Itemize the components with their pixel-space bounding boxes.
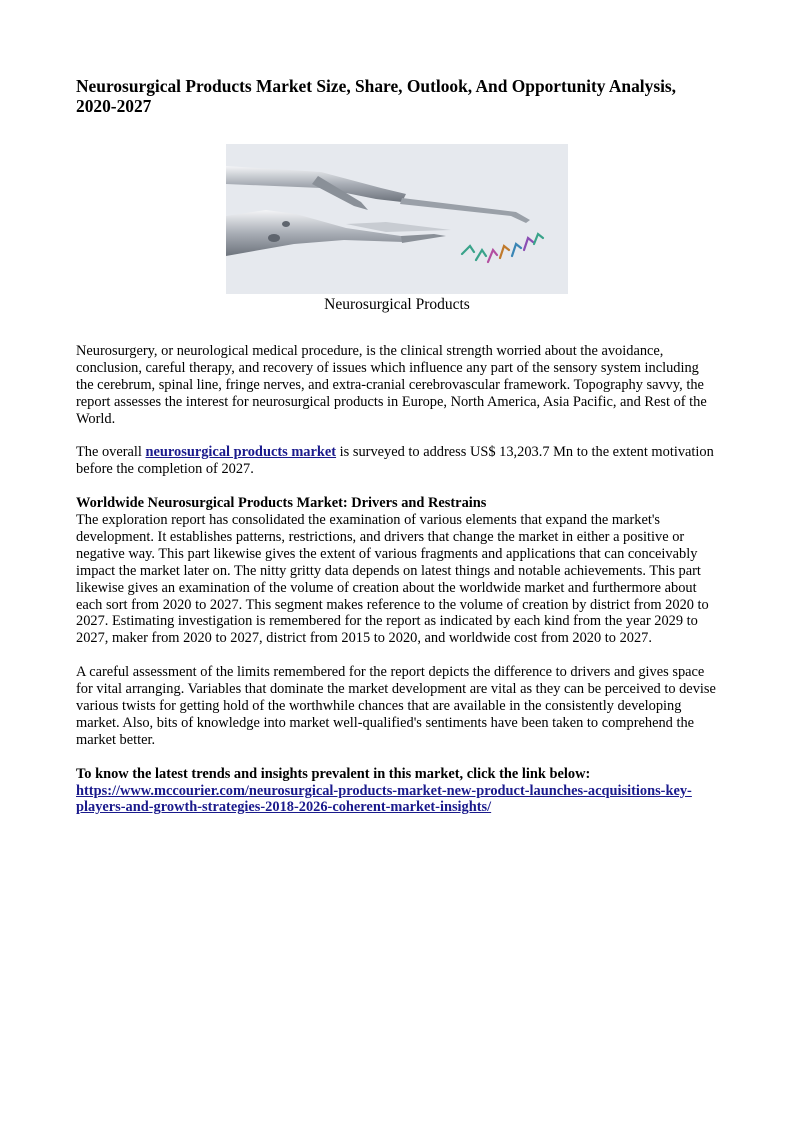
intro-paragraph: Neurosurgery, or neurological medical procedure, is the clinical strength worried about the avoidance, conclusion, careful therapy, and recovery of issues which influence any part of the sensory system including the cerebrum, spinal line, fringe nerves, and extra-cranial cerebrovascular framework. Topography savvy, the report assesses the interest for neurosurgical products in Europe, North America, Asia Pacific, and Rest of the World. — [76, 343, 707, 427]
cta-link[interactable]: https://www.mccourier.com/neurosurgical-products-market-new-product-launches-acquisitions-key-players-and-growth-strategies-2018-2026-coherent-market-insights/ — [76, 782, 692, 816]
market-link[interactable]: neurosurgical products market — [145, 444, 337, 461]
market-size-text-before: The overall — [76, 444, 146, 461]
section-body: The exploration report has consolidated the examination of various elements that expand the market's development. It establishes patterns, restrictions, and drivers that change the market in either a positive or negative way. This part likewise gives the extent of various fragments and applications that can conceivably impact the market later on. The nitty gritty data depends on latest things and notable achievements. This part likewise gives an examination of the volume of creation about the worldwide market and furthermore about each sort from 2020 to 2027. This segment makes reference to the volume of creation by district from 2020 to 2027. Estimating investigation is remembered for the report as indicated by each kind from the year 2029 to 2027, maker from 2020 to 2027, district from 2015 to 2020, and worldwide cost from 2020 to 2027. — [76, 512, 709, 647]
market-size-paragraph — [76, 444, 718, 478]
figure-caption: Neurosurgical Products — [324, 296, 470, 313]
figure — [76, 144, 718, 314]
document-page — [76, 76, 718, 816]
cta-link-paragraph — [76, 783, 718, 817]
surgical-instruments-image — [226, 144, 568, 294]
assessment-paragraph: A careful assessment of the limits remembered for the report depicts the difference to drivers and gives space for vital arranging. Variables that dominate the market development are vital as they can be perceived to devise various twists for getting hold of the worthwhile chances that are available in the consistently developing market. Also, bits of knowledge into market well-qualified's sentiments have been taken to comprehend the market better. — [76, 664, 716, 748]
document-title: Neurosurgical Products Market Size, Share, Outlook, And Opportunity Analysis, 2020-2027 — [76, 76, 677, 116]
market-size-text-after: is surveyed to address US$ 13,203.7 Mn to the extent motivation before the completion of 2027. — [76, 444, 714, 478]
section-heading: Worldwide Neurosurgical Products Market: Drivers and Restrains — [76, 495, 487, 512]
cta-label: To know the latest trends and insights prevalent in this market, click the link below: — [76, 765, 591, 782]
